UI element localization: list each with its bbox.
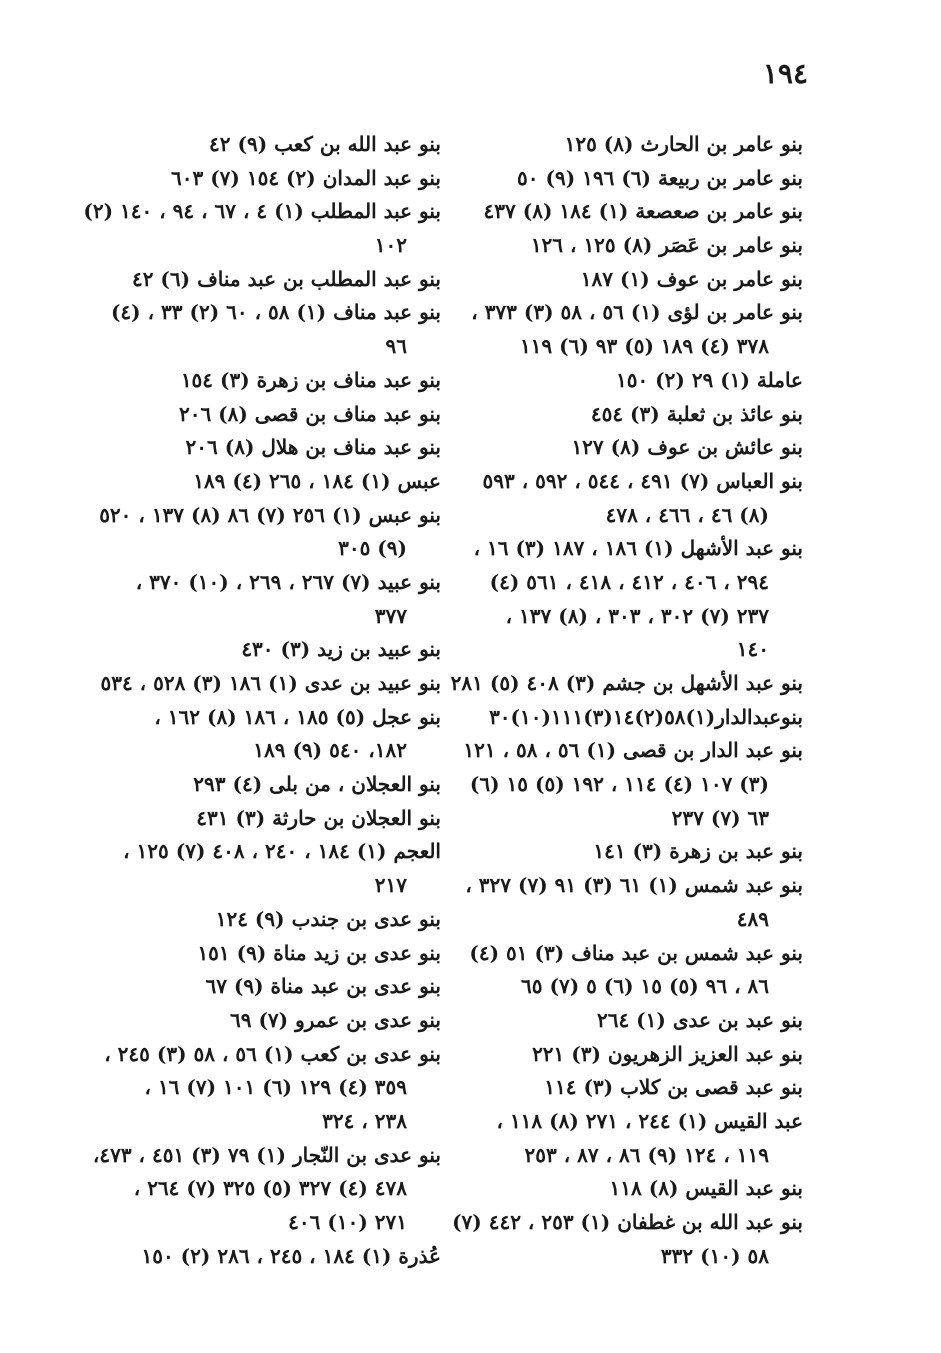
index-entry: بنو عبد الدار بن قصى (١) ٥٦ ، ٥٨ ، ١٢١ <box>463 738 803 763</box>
index-entry: بنو عبد مناف (١) ٥٨ ، ٦٠ (٢) ٣٣ ، (٤) <box>110 300 441 325</box>
index-entry-continuation: ٢٩٤ ، ٤٠٦ ، ٤١٢ ، ٤١٨ ، ٥٦١ (٤) <box>489 569 769 594</box>
index-entry: بنو عبيد بن عدى (١) ١٨٦ (٣) ٥٢٨ ، ٥٣٤ <box>100 671 441 695</box>
index-entry-continuation: (٨) ٤٦ ، ٤٦٦ ، ٤٧٨ <box>605 502 769 527</box>
index-entry: بنو عبد القيس (٨) ١١٨ <box>609 1176 803 1201</box>
index-entry: عبس (١) ١٨٤ ، ٢٦٥ (٤) ١٨٩ <box>193 468 441 493</box>
index-entry: بنو عامر بن الحارث (٨) ١٢٥ <box>564 132 803 156</box>
index-entry-continuation: ١١٩ ، ١٢٤ (٩) ٨٦ ، ٨٧ ، ٢٥٣ <box>524 1142 769 1167</box>
index-entry: بنو عبد الأشهل بن جشم (٣) ٤٠٨ (٥) ٢٨١ <box>450 671 803 695</box>
index-entry-continuation: ١٨٢، ٥٤٠ (٩) ١٨٩ <box>253 738 407 763</box>
index-entry-continuation: ٢٣٧ (٧) ٣٠٢ ، ٣٠٣ ، (٨) ١٣٧ ، <box>505 603 769 628</box>
index-entry: عاملة (١) ٢٩ (٢) ١٥٠ <box>615 367 803 392</box>
index-entry: بنو العجلان ، من بلى (٤) ٢٩٣ <box>193 772 441 797</box>
index-entry: بنو عبد الله بن كعب (٩) ٤٢ <box>209 132 441 156</box>
page-number: ١٩٤ <box>762 57 808 90</box>
index-entry-continuation: ٨٦ ، ٩٦ (٥) ١٥ (٦) ٥ (٧) ٦٥ <box>521 974 769 999</box>
index-entry: بنو عامر بن لؤى (١) ٥٦ ، ٥٨ (٣) ٣٧٣ ، <box>471 300 803 325</box>
index-entry: بنو عبد الله بن غطفان (١) ٢٥٣ ، ٤٤٢ (٧) <box>452 1210 803 1234</box>
index-entry: بنو عبد الأشهل (١) ١٨٦ ، ١٨٧ (٣) ١٦ ، <box>473 536 803 561</box>
index-entry-continuation: ٣٧٨ (٤) ١٨٩ (٥) ٩٣ (٦) ١١٩ <box>519 334 769 359</box>
index-entry: بنو عامر بن عَصَر (٨) ١٢٥ ، ١٢٦ <box>530 233 803 258</box>
index-entry-continuation: ٣٥٩ (٤) ١٢٩ (٦) ١٠١ (٧) ١٦ ، <box>144 1075 407 1100</box>
index-entry: بنو عبد قصى بن كلاب (٣) ١١٤ <box>544 1075 803 1100</box>
index-entry: بنو العجلان بن حارثة (٣) ٤٣١ <box>196 805 441 830</box>
index-entry: بنو عائذ بن ثعلبة (٣) ٤٥٤ <box>590 401 803 426</box>
index-entry: بنو عدى بن عبد مناة (٩) ٦٧ <box>205 974 441 999</box>
index-entry: بنوعبدالدار(١)٥٨(٢)١٤(٣)١١١(١٠)٣٠ <box>489 704 803 729</box>
index-entry: بنو عبد المطلب بن عبد مناف (٦) ٤٢ <box>131 266 441 291</box>
index-entry: بنو عبد شمس بن عبد مناف (٣) ٥١ (٤) <box>469 940 803 965</box>
index-entry: بنو عدى بن جندب (٩) ١٢٤ <box>215 906 441 931</box>
index-entry-continuation: ١٠٢ <box>374 233 407 258</box>
index-entry: بنو عبس (١) ٢٥٦ (٧) ٨٦ (٨) ١٣٧ ، ٥٢٠ <box>99 502 441 527</box>
index-entry-continuation: ٦٣ (٧) ٢٣٧ <box>671 805 769 830</box>
index-entry-continuation: (٩) ٣٠٥ <box>338 536 407 561</box>
index-entry: بنو عامر بن ربيعة (٦) ١٩٦ (٩) ٥٠ <box>517 165 803 190</box>
index-entry: بنو عبيد (٧) ٢٦٧ ، ٢٦٩ ، (١٠) ٣٧٠ ، <box>135 569 441 594</box>
index-column-left <box>83 128 441 1273</box>
index-entry: بنو عدى بن زيد مناة (٩) ١٥١ <box>197 940 441 965</box>
index-entry-continuation: ٢٣٨ ، ٣٢٤ <box>322 1108 407 1133</box>
index-entry-continuation: ٩٦ <box>385 334 407 359</box>
index-entry: بنو عبد بن عدى (١) ٢٦٤ <box>596 1007 803 1032</box>
index-entry-continuation: ٣٧٧ <box>374 603 407 628</box>
index-entry: بنو عدى بن النّجار (١) ٧٩ (٣) ٤٥١ ، ٤٧٣، <box>92 1142 441 1167</box>
index-entry: عبد القيس (١) ٢٤٤ ، ٢٧١ (٨) ١١٨ ، <box>496 1108 803 1133</box>
index-entry: بنو عبد بن زهرة (٣) ١٤١ <box>593 839 803 864</box>
index-entry-continuation: ٤٨٩ <box>736 906 769 931</box>
index-entry: بنو عبد العزيز الزهريون (٣) ٢٢١ <box>532 1041 803 1066</box>
index-entry-continuation: ٤٧٨ (٤) ٣٢٧ (٥) ٣٢٥ (٧) ٢٦٤ ، <box>133 1176 407 1201</box>
index-entry: عُذرة (١) ١٨٤ ، ٢٤٥ ، ٢٨٦ (٢) ١٥٠ <box>141 1243 441 1268</box>
index-entry: بنو العباس (٧) ٤٩١ ، ٥٤٤ ، ٥٩٢ ، ٥٩٣ <box>482 468 803 493</box>
index-entry: بنو عامر بن صعصعة (١) ١٨٤ (٨) ٤٣٧ <box>483 199 803 224</box>
index-entry-continuation: ٢٧١ (١٠) ٤٠٦ <box>288 1210 407 1234</box>
index-entry-continuation: ١٤٠ <box>736 637 769 662</box>
index-entry: بنو عبد المدان (٢) ١٥٤ (٧) ٦٠٣ <box>171 165 441 190</box>
index-entry: بنو عدى بن عمرو (٧) ٦٩ <box>230 1007 441 1032</box>
index-entry: بنو عبد شمس (١) ٦١ (٣) ٩١ (٧) ٣٢٧ ، <box>465 873 803 898</box>
index-column-right <box>450 128 803 1273</box>
index-entry: بنو عبد مناف بن هلال (٨) ٢٠٦ <box>185 435 441 460</box>
index-entry: بنو عبد مناف بن زهرة (٣) ١٥٤ <box>180 367 441 392</box>
index-entry-continuation: ٥٨ (١٠) ٣٣٢ <box>660 1243 769 1268</box>
index-entry: بنو عبد المطلب (١) ٤ ، ٦٧ ، ٩٤ ، ١٤٠ (٢) <box>83 199 441 224</box>
index-entry: بنو عبد مناف بن قصى (٨) ٢٠٦ <box>178 401 441 426</box>
index-entry: بنو عامر بن عوف (١) ١٨٧ <box>580 266 803 291</box>
index-entry: بنو عدى بن كعب (١) ٥٦ ، ٥٨ (٣) ٢٤٥ ، <box>104 1041 441 1066</box>
index-entry: العجم (١) ١٨٤ ، ٢٤٠ ، ٤٠٨ (٧) ١٢٥ ، <box>123 839 441 864</box>
index-entry: بنو عبيد بن زيد (٣) ٤٣٠ <box>241 637 441 662</box>
index-entry: بنو عجل (٥) ١٨٥ ، ١٨٦ (٨) ١٦٢ ، <box>154 704 441 729</box>
index-entry: بنو عائش بن عوف (٨) ١٢٧ <box>571 435 803 460</box>
index-entry-continuation: ٢١٧ <box>374 873 407 898</box>
index-entry-continuation: (٣) ١٠٧ (٤) ١١٤ ، ١٩٢ (٥) ١٥ (٦) <box>469 772 769 797</box>
